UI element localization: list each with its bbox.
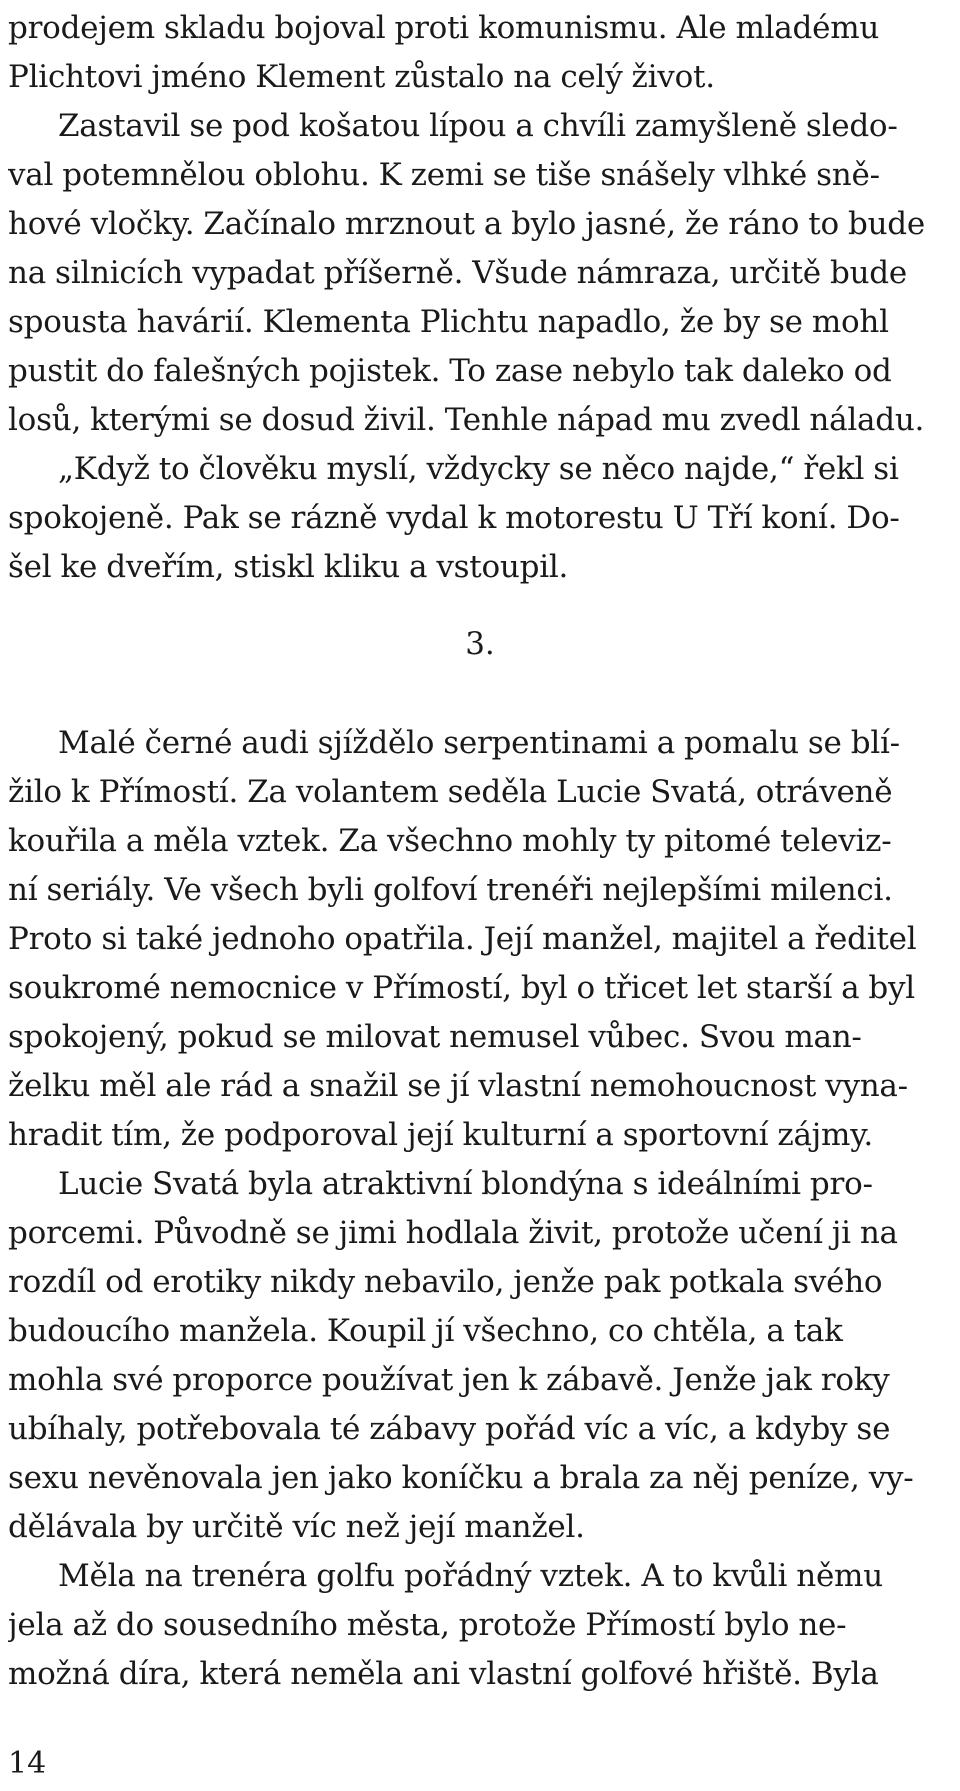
text-line: mohla své proporce používat jen k zábavě. Jenže jak roky <box>8 1362 890 1398</box>
text-line: prodejem skladu bojoval proti komunismu. Ale mladému <box>8 10 880 46</box>
text-line: Měla na trenéra golfu pořádný vztek. A to kvůli němu <box>58 1558 883 1594</box>
text-line: na silnicích vypadat příšerně. Všude námraza, určitě bude <box>8 255 907 291</box>
paragraph-block-top <box>8 4 952 592</box>
text-line: ubíhaly, potřebovala té zábavy pořád víc a víc, a kdyby se <box>8 1411 891 1447</box>
text-line: spokojený, pokud se milovat nemusel vůbec. Svou man- <box>8 1019 862 1055</box>
text-line: val potemnělou oblohu. K zemi se tiše snášely vlhké sně- <box>8 157 880 193</box>
text-line: soukromé nemocnice v Přímostí, byl o třicet let starší a byl <box>8 970 915 1006</box>
text-line: „Když to člověku myslí, vždycky se něco najde,“ řekl si <box>58 451 899 487</box>
text-line: pustit do falešných pojistek. To zase nebylo tak daleko od <box>8 353 892 389</box>
text-line: rozdíl od erotiky nikdy nebavilo, jenže pak potkala svého <box>8 1264 883 1300</box>
text-line: hradit tím, že podporoval její kulturní a sportovní zájmy. <box>8 1117 873 1153</box>
text-line: želku měl ale rád a snažil se jí vlastní nemohoucnost vyna- <box>8 1068 908 1104</box>
page-number: 14 <box>8 1746 47 1781</box>
text-line: hové vločky. Začínalo mrznout a bylo jasné, že ráno to bude <box>8 206 926 242</box>
paragraph-block-bottom <box>8 719 952 1699</box>
text-line: kouřila a měla vztek. Za všechno mohly ty pitomé televiz- <box>8 823 892 859</box>
text-line: Plichtovi jméno Klement zůstalo na celý život. <box>8 59 715 95</box>
text-line: porcemi. Původně se jimi hodlala živit, protože učení ji na <box>8 1215 898 1251</box>
text-line: Lucie Svatá byla atraktivní blondýna s ideálními pro- <box>58 1166 873 1202</box>
text-line: Malé černé audi sjíždělo serpentinami a pomalu se blí- <box>58 725 900 761</box>
text-line: jela až do sousedního města, protože Přímostí bylo ne- <box>8 1607 847 1643</box>
text-line: spousta havárií. Klementa Plichtu napadlo, že by se mohl <box>8 304 889 340</box>
chapter-number: 3. <box>465 626 495 662</box>
text-line: budoucího manžela. Koupil jí všechno, co chtěla, a tak <box>8 1313 843 1349</box>
text-line: Zastavil se pod košatou lípou a chvíli zamyšleně sledo- <box>58 108 898 144</box>
text-line: losů, kterými se dosud živil. Tenhle nápad mu zvedl náladu. <box>8 402 925 438</box>
text-line: šel ke dveřím, stiskl kliku a vstoupil. <box>8 549 569 585</box>
text-line: spokojeně. Pak se rázně vydal k motorestu U Tří koní. Do- <box>8 500 900 536</box>
text-line: možná díra, která neměla ani vlastní golfové hřiště. Byla <box>8 1656 879 1692</box>
text-line: ní seriály. Ve všech byli golfoví trenéři nejlepšími milenci. <box>8 872 893 908</box>
text-line: sexu nevěnovala jen jako koníčku a brala za něj peníze, vy- <box>8 1460 914 1496</box>
text-line: žilo k Přímostí. Za volantem seděla Lucie Svatá, otráveně <box>8 774 893 810</box>
text-line: Proto si také jednoho opatřila. Její manžel, majitel a ředitel <box>8 921 917 957</box>
text-line: dělávala by určitě víc než její manžel. <box>8 1509 585 1545</box>
